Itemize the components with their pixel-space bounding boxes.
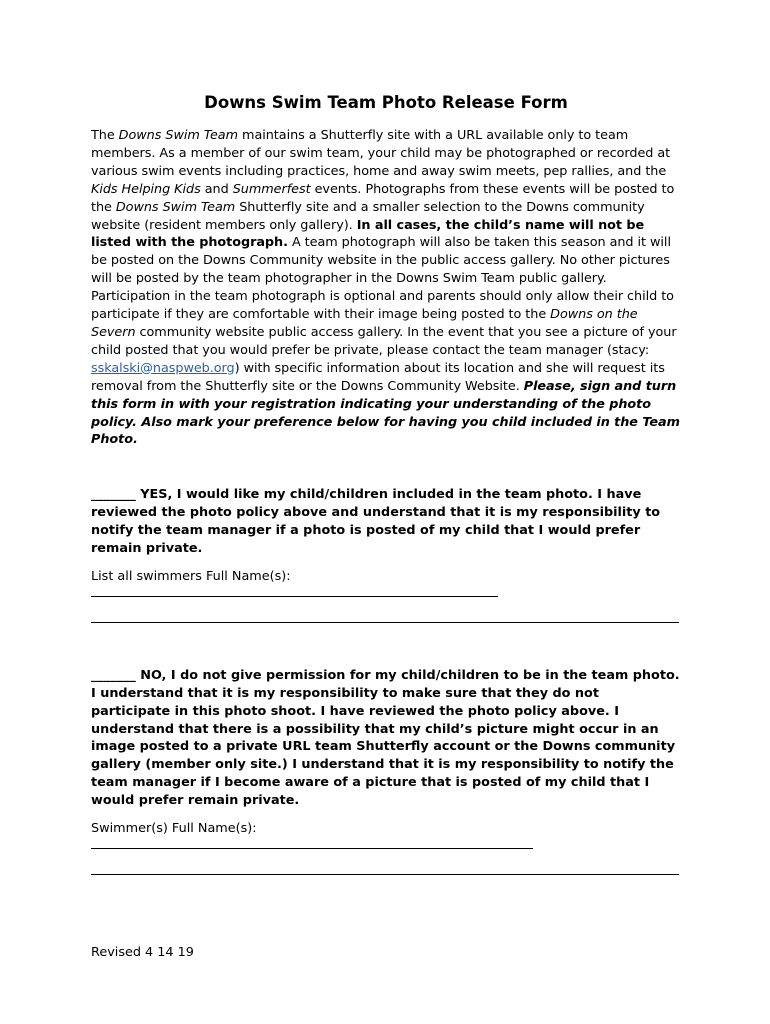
page-title: Downs Swim Team Photo Release Form bbox=[204, 93, 568, 112]
yes-names-line-1[interactable] bbox=[91, 586, 498, 597]
intro-text: ) with specific information about its location and she will request its removal from the Shutterfly site or the Downs Community Website. bbox=[91, 360, 665, 394]
intro-text: Summerfest bbox=[232, 181, 311, 197]
no-names-line-2[interactable] bbox=[91, 864, 679, 875]
yes-section bbox=[91, 486, 681, 623]
intro-text: and bbox=[200, 181, 233, 197]
intro-text: Downs Swim Team bbox=[115, 199, 236, 215]
email-link[interactable]: sskalski@naspweb.org bbox=[91, 360, 235, 376]
no-names-label: Swimmer(s) Full Name(s): bbox=[91, 821, 257, 837]
revision-note: Revised 4 14 19 bbox=[91, 945, 194, 960]
intro-instructions: Please, sign and turn this form in with your registration indicating your understanding of the photo policy. Also mark your preference below for having you child included in the Team Photo. bbox=[91, 378, 680, 448]
yes-names-label: List all swimmers Full Name(s): bbox=[91, 568, 291, 584]
intro-text: Downs Swim Team bbox=[118, 128, 239, 143]
intro-bold-text: In all cases, the child’s name will not be listed with the photograph. bbox=[91, 217, 645, 251]
intro-text: maintains a Shutterfly site with a URL available only to team members. As a member of our swim team, your child may be photographed or recorded at various swim events including practices, home and away swim meets, pep rallies, and the bbox=[91, 128, 671, 179]
intro-paragraph bbox=[91, 127, 681, 449]
yes-option-text: _______ YES, I would like my child/children included in the team photo. I have reviewed the photo policy above and understand that it is my responsibility to notify the team manager if a photo is posted of my child that I would prefer remain private. bbox=[91, 487, 661, 557]
no-names-line-1[interactable] bbox=[91, 838, 533, 849]
document-page bbox=[91, 93, 681, 875]
intro-text: community website public access gallery. In the event that you see a picture of your child posted that you would prefer be private, please contact the team manager (stacy: bbox=[91, 324, 677, 358]
intro-text: Shutterfly site and a smaller selection to the Downs community website (resident members only gallery). bbox=[91, 199, 645, 233]
intro-text: Downs on the Severn bbox=[91, 307, 638, 340]
no-section bbox=[91, 667, 681, 875]
no-option-text: _______ NO, I do not give permission for my child/children to be in the team photo. I understand that it is my responsibility to make sure that they do not participate in this photo shoot. I have reviewed the photo policy above. I understand that there is a possibility that my child’s picture might occur in an image posted to a private URL team Shutterfly account or the Downs community gallery (member only site.) I understand that it is my responsibility to notify the team manager if I become aware of a picture that is posted of my child that I would prefer remain private. bbox=[91, 667, 680, 809]
intro-text: A team photograph will also be taken this season and it will be posted on the Downs Community website in the public access gallery. No other pictures will be posted by the team photographer in the Downs Swim Team public gallery. Participation in the team photograph is optional and parents should only allow their child to participate if they are comfortable with their image being posted to the bbox=[91, 235, 674, 323]
intro-text: The bbox=[91, 128, 119, 143]
yes-names-line-2[interactable] bbox=[91, 612, 679, 623]
intro-text: events. Photographs from these events will be posted to the bbox=[91, 181, 675, 215]
intro-text: Kids Helping Kids bbox=[91, 181, 201, 197]
